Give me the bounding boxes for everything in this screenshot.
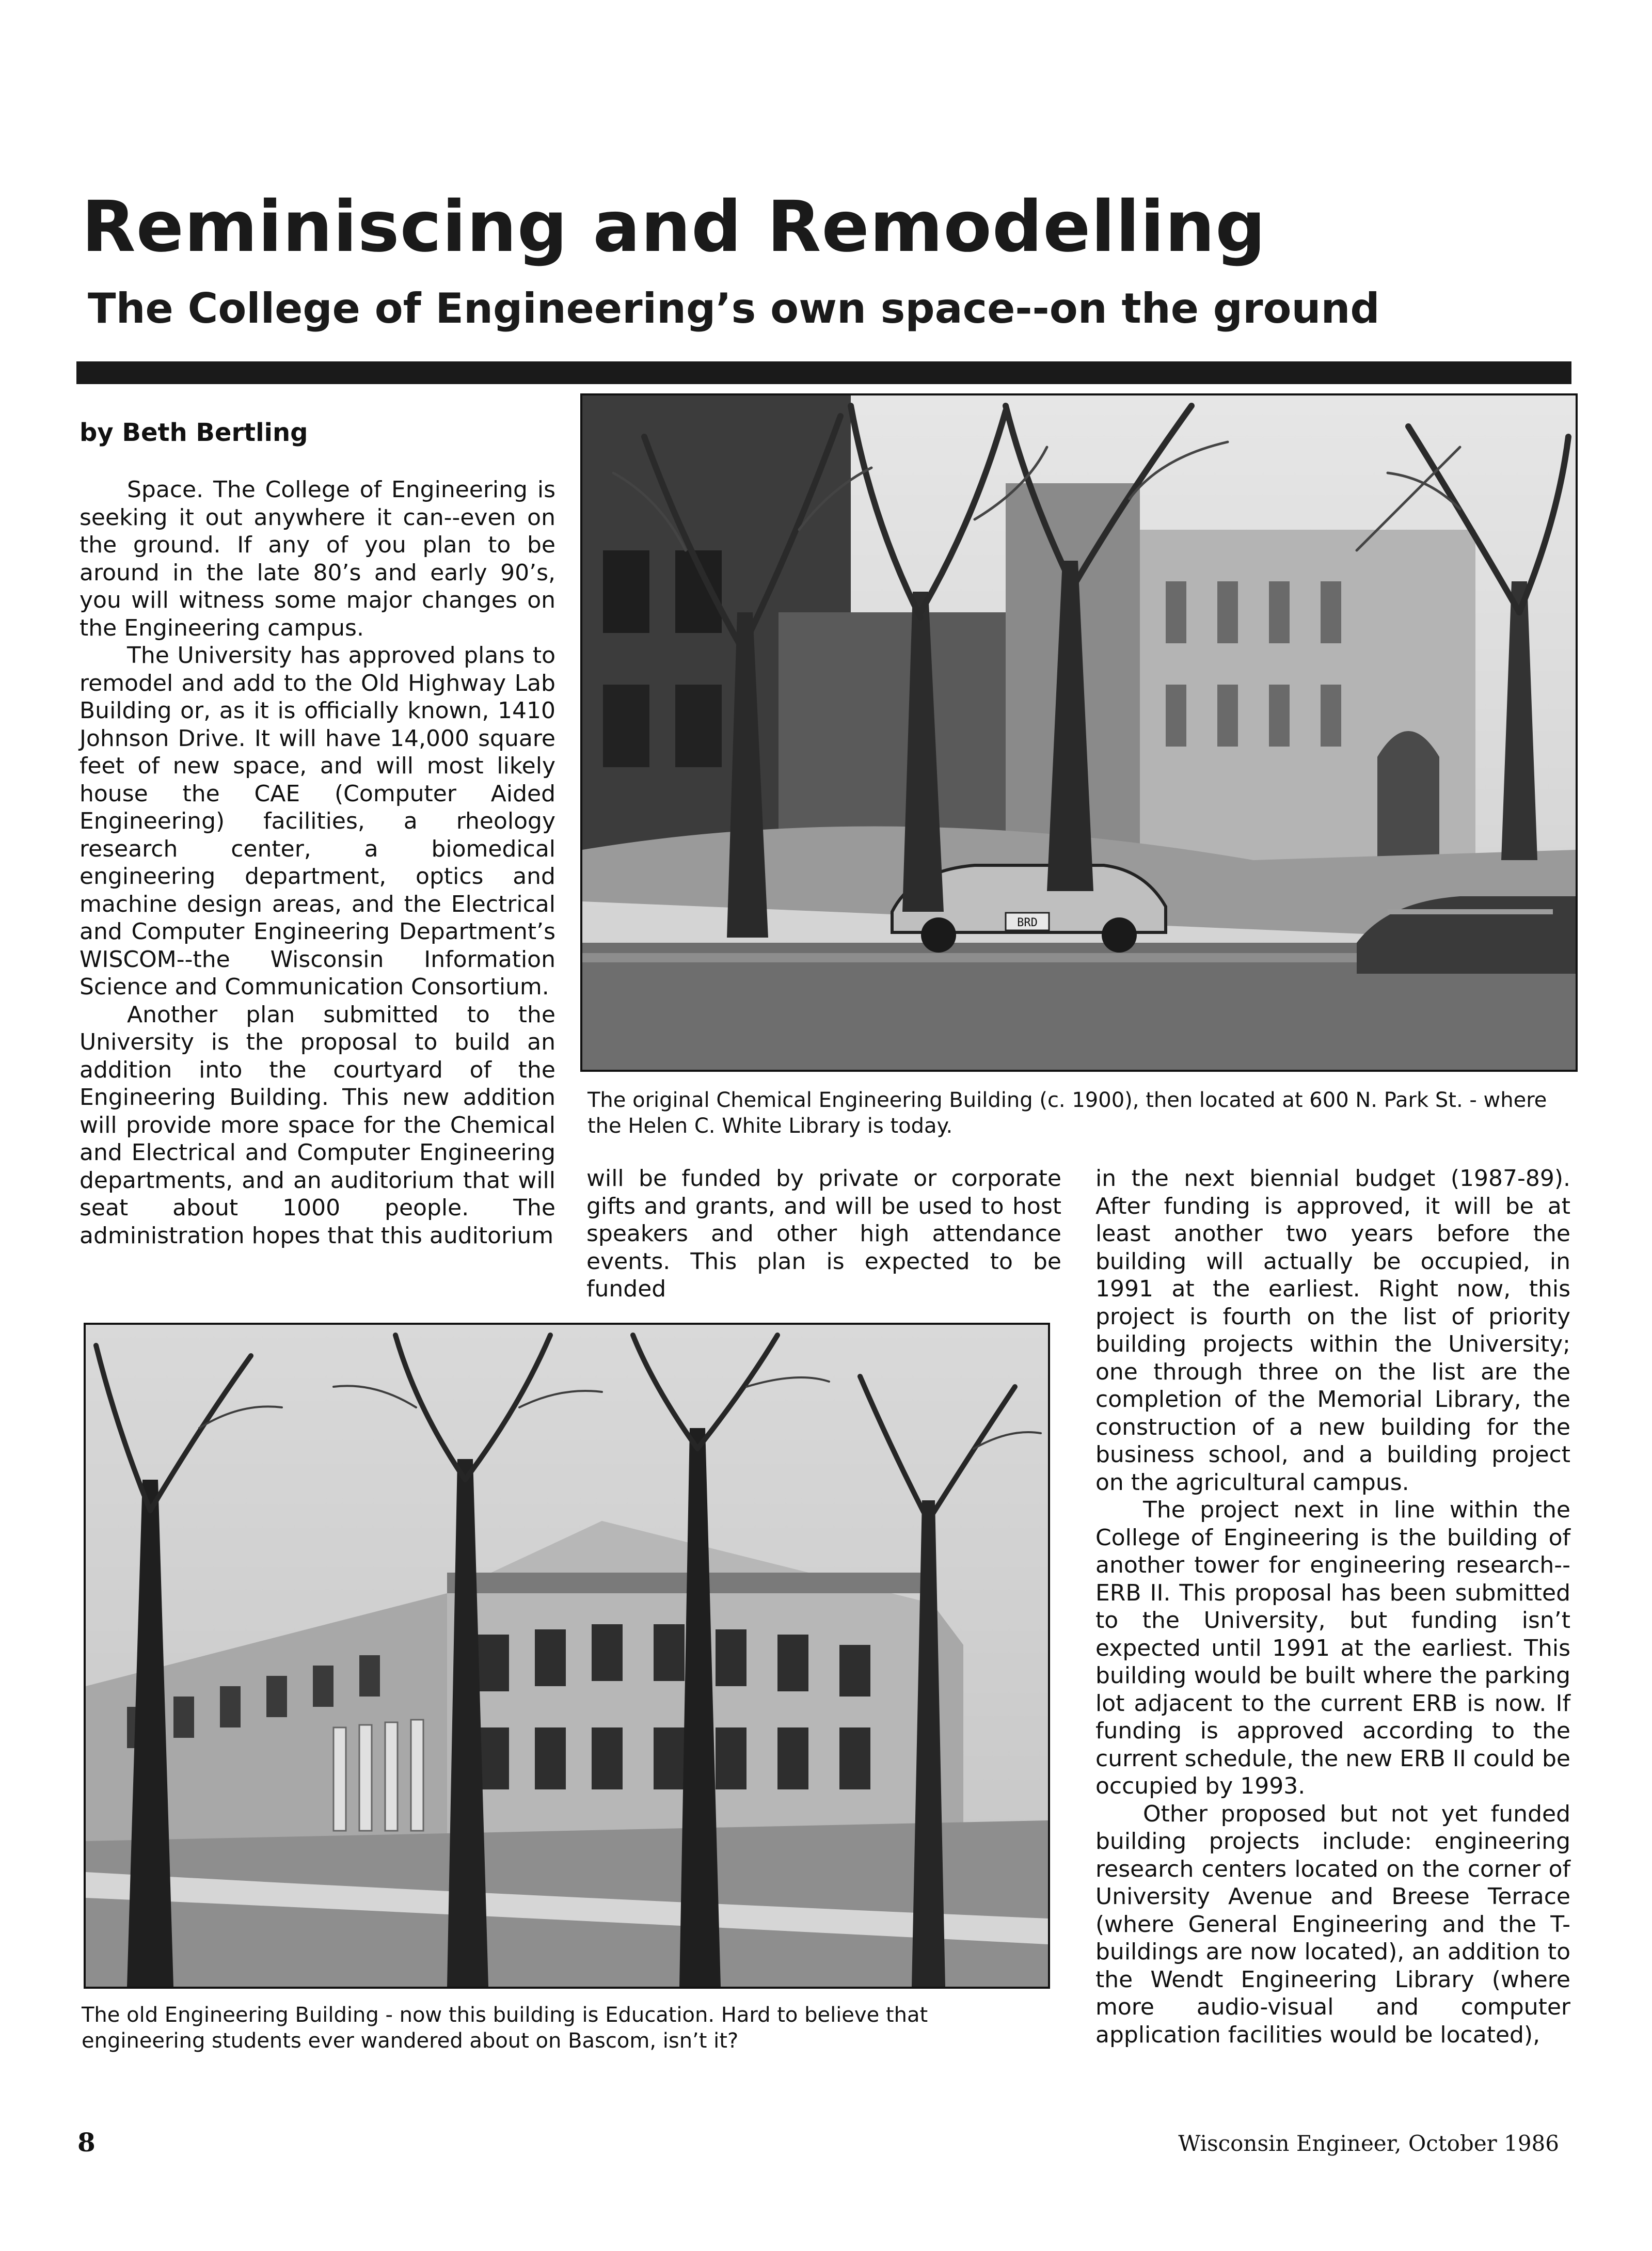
publication-footer: Wisconsin Engineer, October 1986 <box>1178 2131 1559 2156</box>
photo-old-engineering-building <box>84 1323 1050 1989</box>
article-subtitle: The College of Engineering’s own space--on the ground <box>88 284 1380 332</box>
paragraph: will be funded by private or corporate gifts and grants, and will be used to host speakers and other high attendance events. This plan is expected to be funded <box>586 1165 1061 1302</box>
paragraph: Another plan submitted to the University is the proposal to build an addition into the courtyard of the Engineering Building. This new addition will provide more space for the Chemical and Electrical and Computer Engineering departments, and an auditorium that will seat about 1000 people. The administration hopes that this auditorium <box>80 1001 555 1249</box>
paragraph: The project next in line within the College of Engineering is the building of another tower for engineering research--ERB II. This proposal has been submitted to the University, but funding isn’t expected until 1991 at the earliest. This building would be built where the parking lot adjacent to the current ERB is now. If funding is approved according to the current schedule, the new ERB II could be occupied by 1993. <box>1095 1497 1570 1799</box>
photo-chemical-engineering-building <box>580 393 1578 1072</box>
photo-caption-top: The original Chemical Engineering Building (c. 1900), then located at 600 N. Park St. - where the Helen C. White Library is today. <box>587 1088 1547 1138</box>
photo-illustration <box>86 1325 1048 1987</box>
paragraph: Other proposed but not yet funded building projects include: engineering research centers located on the corner of University Avenue and Breese Terrace (where General Engineering and the T-buildings are now located), an addition to the Wendt Engineering Library (where more audio-visual and computer application facilities would be located), <box>1095 1800 1570 2048</box>
page-number: 8 <box>77 2127 96 2158</box>
text-column-left <box>80 476 555 1249</box>
text-column-right <box>1095 1165 1570 2049</box>
paragraph: Space. The College of Engineering is seeking it out anywhere it can--even on the ground. If any of you plan to be around in the late 80’s and early 90’s, you will witness some major changes on the Engineering campus. <box>80 477 555 641</box>
photo-illustration <box>582 395 1576 1070</box>
photo-caption-bottom: The old Engineering Building - now this building is Education. Hard to believe that engineering students ever wandered about on Bascom, isn’t it? <box>82 2003 928 2053</box>
paragraph: The University has approved plans to remodel and add to the Old Highway Lab Building or, as it is officially known, 1410 Johnson Drive. It will have 14,000 square feet of new space, and will most likely house the CAE (Computer Aided Engineering) facilities, a rheology research center, a biomedical engineering department, optics and machine design areas, and the Electrical and Computer Engineering Department’s WISCOM--the Wisconsin Information Science and Communication Consortium. <box>80 642 555 1000</box>
license-plate-text: BRD <box>1017 916 1038 929</box>
paragraph: in the next biennial budget (1987-89). After funding is approved, it will be at least another two years before the building will actually be occupied, in 1991 at the earliest. Right now, this project is fourth on the list of priority building projects within the University; one through three on the list are the completion of the Memorial Library, the construction of a new building for the business school, and a building project on the agricultural campus. <box>1095 1165 1570 1496</box>
byline: by Beth Bertling <box>80 418 308 447</box>
article-title: Reminiscing and Remodelling <box>82 186 1266 268</box>
text-column-middle <box>586 1165 1061 1303</box>
title-rule <box>76 361 1571 384</box>
